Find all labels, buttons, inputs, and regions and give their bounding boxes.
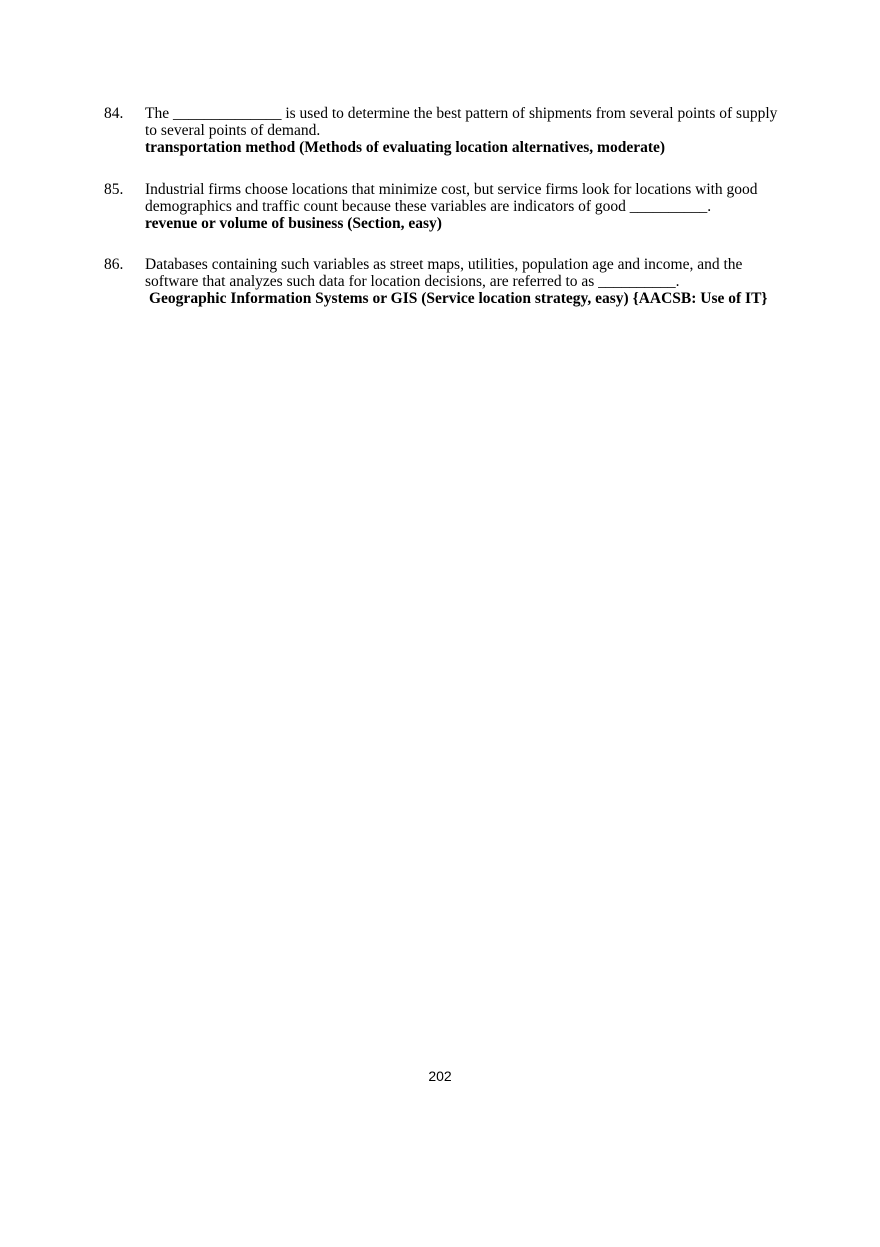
question-86: [104, 256, 784, 307]
question-84: [104, 105, 784, 156]
question-text: Databases containing such variables as street maps, utilities, population age and income, and the software that analyzes such data for location decisions, are referred to as __________.: [145, 256, 743, 290]
question-text: Industrial firms choose locations that minimize cost, but service firms look for locations with good demographics and traffic count because these variables are indicators of good __________.: [145, 181, 758, 215]
question-body: [145, 181, 784, 232]
question-text: The ______________ is used to determine the best pattern of shipments from several points of supply to several points of demand.: [145, 105, 778, 139]
question-number: 84.: [104, 105, 124, 122]
question-body: [145, 105, 784, 156]
question-answer: Geographic Information Systems or GIS (Service location strategy, easy) {AACSB: Use of IT}: [149, 290, 768, 307]
question-answer: revenue or volume of business (Section, easy): [145, 215, 442, 232]
question-85: [104, 181, 784, 232]
question-body: [145, 256, 784, 307]
question-number: 85.: [104, 181, 124, 198]
question-answer: transportation method (Methods of evaluating location alternatives, moderate): [145, 139, 666, 156]
question-number: 86.: [104, 256, 124, 273]
page-number: 202: [428, 1068, 452, 1084]
